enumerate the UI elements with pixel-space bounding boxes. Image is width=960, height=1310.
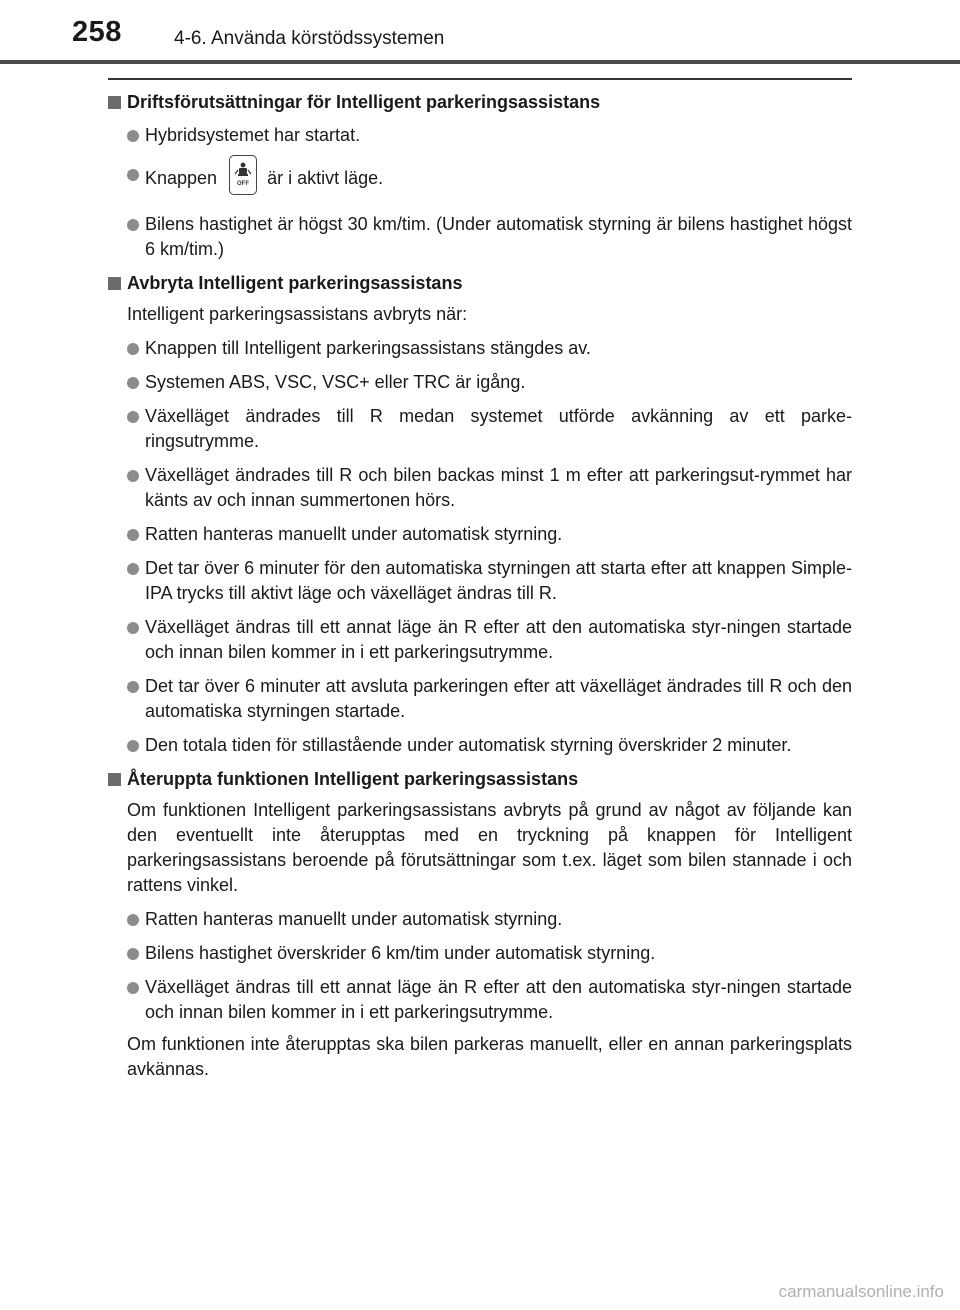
list-item: Bilens hastighet är högst 30 km/tim. (Under automatisk styrning är bilens hastighet högst 6 km/tim.)	[108, 212, 852, 262]
bullet-dot-icon	[127, 914, 139, 926]
content-top-rule	[108, 78, 852, 80]
header-rule	[0, 60, 960, 64]
page-content	[108, 88, 852, 1091]
paragraph: Intelligent parkeringsassistans avbryts när:	[127, 304, 468, 324]
bullet-dot-icon	[127, 622, 139, 634]
list-item: Hybridsystemet har startat.	[108, 123, 852, 148]
bullet-dot-icon	[127, 411, 139, 423]
bullet-dot-icon	[127, 470, 139, 482]
list-item: Ratten hanteras manuellt under automatisk styrning.	[108, 907, 852, 932]
bullet-dot-icon	[127, 377, 139, 389]
bullet-dot-icon	[127, 169, 139, 181]
bullet-dot-icon	[127, 982, 139, 994]
bullet-dot-icon	[127, 219, 139, 231]
chapter-title: 4-6. Använda körstödssystemen	[174, 28, 445, 49]
list-item: Bilens hastighet överskrider 6 km/tim under automatisk styrning.	[108, 941, 852, 966]
list-item: Den totala tiden för stillastående under automatisk styrning överskrider 2 minuter.	[108, 733, 852, 758]
list-item: Knappen OFF är i aktivt läge.	[108, 162, 852, 196]
list-item: Det tar över 6 minuter för den automatiska styrningen att starta efter att knappen Simple-IPA trycks till aktivt läge och växelläget ändras till R.	[108, 556, 852, 606]
section-square-icon	[108, 96, 121, 109]
section-square-icon	[108, 277, 121, 290]
bullet-dot-icon	[127, 740, 139, 752]
bullet-dot-icon	[127, 681, 139, 693]
bullet-dot-icon	[127, 948, 139, 960]
bullet-dot-icon	[127, 343, 139, 355]
list-item: Knappen till Intelligent parkeringsassistans stängdes av.	[108, 336, 852, 361]
svg-text:OFF: OFF	[237, 181, 250, 187]
bullet-dot-icon	[127, 563, 139, 575]
section-square-icon	[108, 773, 121, 786]
section-heading: Avbryta Intelligent parkeringsassistans	[108, 271, 852, 296]
bullet-dot-icon	[127, 529, 139, 541]
bullet-dot-icon	[127, 130, 139, 142]
paragraph: Om funktionen Intelligent parkeringsassistans avbryts på grund av något av följande kan den eventuellt inte återupptas med en tryckning på knappen för Intelligent parkeringsassistans beroende på förutsättningar som t.ex. läget som bilen stannade i och rattens vinkel.	[127, 800, 852, 895]
footer-watermark: carmanualsonline.info	[778, 1282, 944, 1301]
section-heading: Återuppta funktionen Intelligent parkeringsassistans	[108, 767, 852, 792]
list-item: Växelläget ändras till ett annat läge än R efter att den automatiska styr-ningen startade och innan bilen kommer in i ett parkeringsutrymme.	[108, 975, 852, 1025]
list-item: Det tar över 6 minuter att avsluta parkeringen efter att växelläget ändrades till R och den automatiska styrningen startade.	[108, 674, 852, 724]
section-heading: Driftsförutsättningar för Intelligent parkeringsassistans	[108, 90, 852, 115]
list-item: Systemen ABS, VSC, VSC+ eller TRC är igång.	[108, 370, 852, 395]
paragraph: Om funktionen inte återupptas ska bilen parkeras manuellt, eller en annan parkeringsplats avkännas.	[127, 1034, 852, 1079]
list-item: Växelläget ändrades till R och bilen backas minst 1 m efter att parkeringsut-rymmet har känts av och innan summertonen hörs.	[108, 463, 852, 513]
simple-ipa-off-switch-icon	[229, 155, 257, 195]
page-number: 258	[72, 16, 122, 48]
list-item: Ratten hanteras manuellt under automatisk styrning.	[108, 522, 852, 547]
list-item: Växelläget ändras till ett annat läge än R efter att den automatiska styr-ningen startade och innan bilen kommer in i ett parkeringsutrymme.	[108, 615, 852, 665]
list-item: Växelläget ändrades till R medan systemet utförde avkänning av ett parke-ringsutrymme.	[108, 404, 852, 454]
page-header	[0, 0, 960, 66]
